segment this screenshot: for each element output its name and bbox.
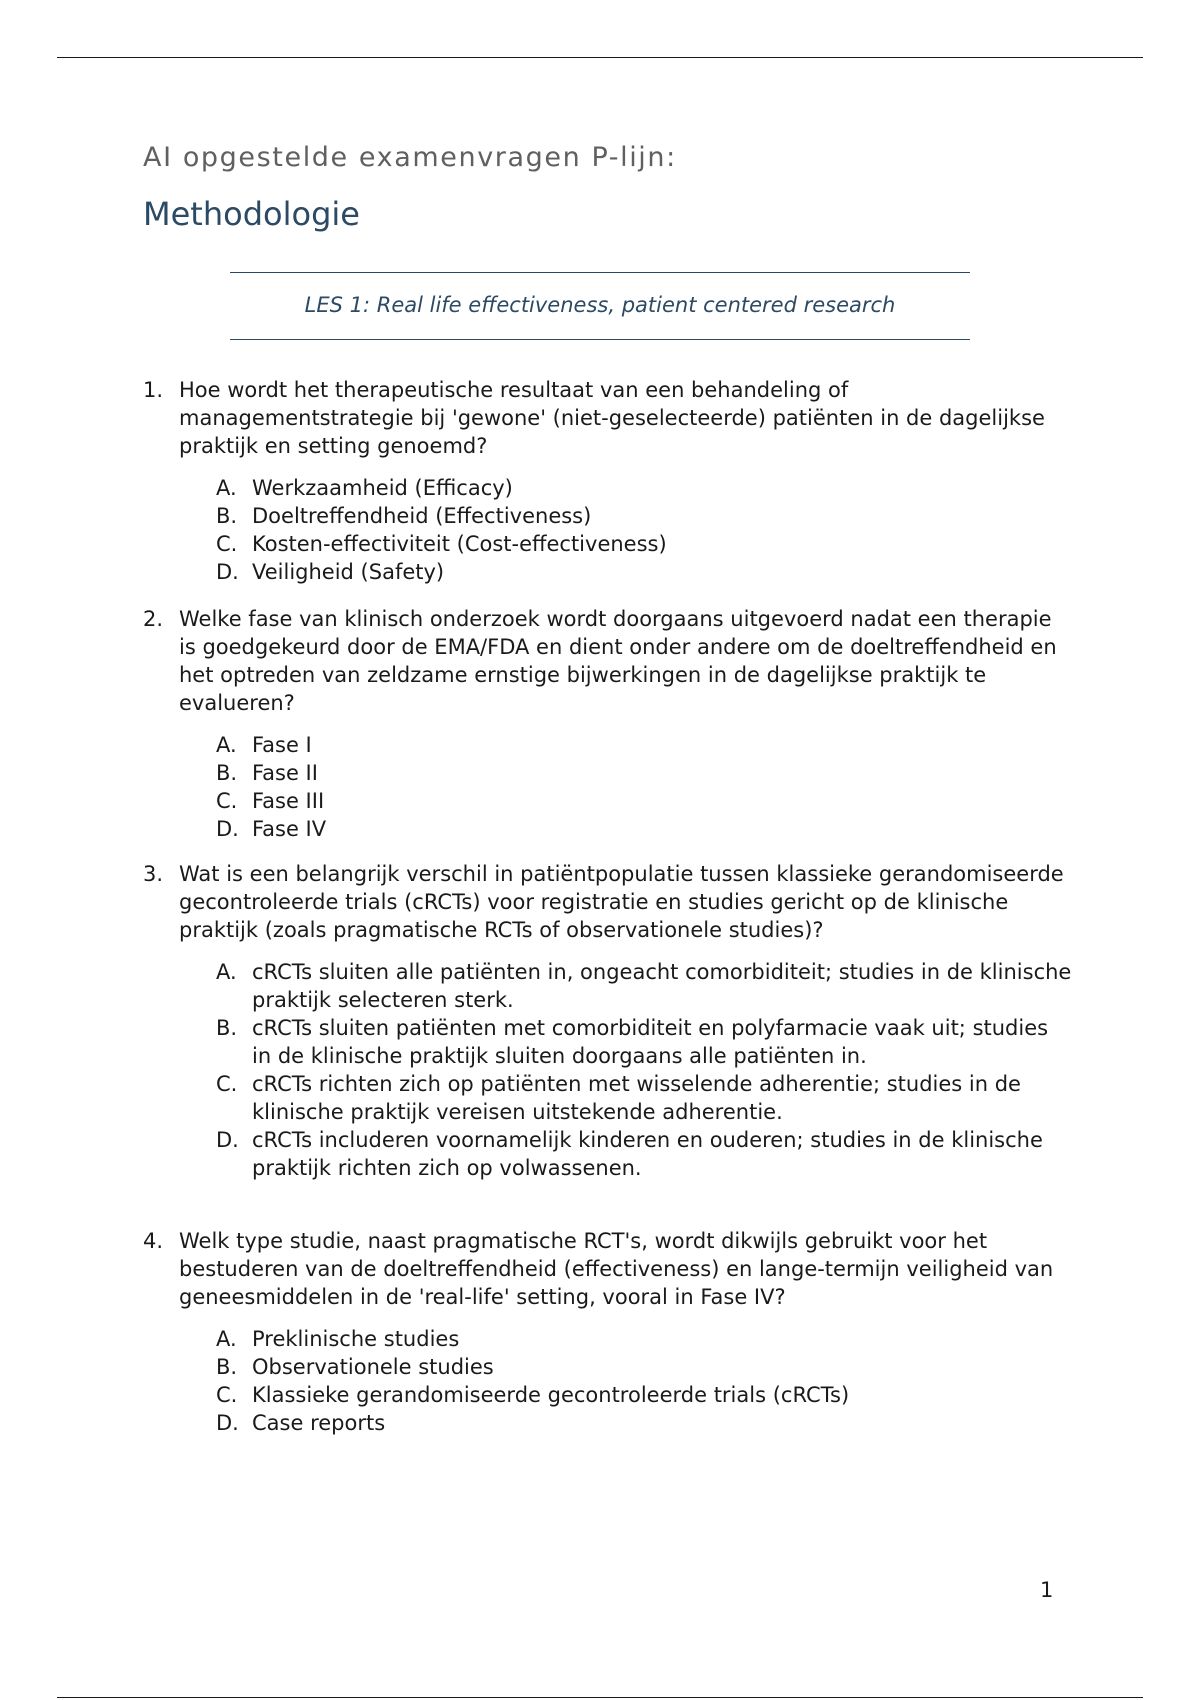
answer-options [216,1325,1073,1437]
option-text: Werkzaamheid (Efficacy) [252,476,513,500]
option-letter: B. [216,504,238,528]
option-letter: A. [216,1327,237,1351]
answer-options [216,474,1073,586]
question-4 [143,1227,1073,1437]
answer-option-b [216,1353,1073,1381]
page-number: 1 [1040,1578,1054,1602]
answer-option-b [216,502,1073,530]
option-letter: D. [216,817,239,841]
option-letter: B. [216,1016,238,1040]
top-rule [57,57,1143,58]
option-text: Fase III [252,789,325,813]
option-letter: A. [216,960,237,984]
option-text: Observationele studies [252,1355,494,1379]
bottom-rule [57,1697,1143,1698]
answer-option-a [216,731,1073,759]
question-number: 4. [143,1229,164,1253]
answer-option-d [216,815,1073,843]
question-text: Wat is een belangrijk verschil in patiëntpopulatie tussen klassieke gerandomiseerde gecontroleerde trials (cRCTs) voor registratie en studies gericht op de klinische praktijk (zoals pragmatische RCTs of observationele studies)? [179,862,1064,942]
option-letter: A. [216,733,237,757]
answer-options [216,731,1073,843]
answer-option-c [216,787,1073,815]
option-letter: D. [216,1411,239,1435]
answer-option-a [216,1325,1073,1353]
option-letter: B. [216,1355,238,1379]
option-letter: D. [216,1128,239,1152]
option-letter: C. [216,1072,238,1096]
option-text: cRCTs includeren voornamelijk kinderen en ouderen; studies in de klinische praktijk richten zich op volwassenen. [252,1128,1043,1180]
question-number: 3. [143,862,164,886]
option-text: cRCTs sluiten alle patiënten in, ongeacht comorbiditeit; studies in de klinische praktijk selecteren sterk. [252,960,1072,1012]
option-text: Preklinische studies [252,1327,460,1351]
answer-option-d [216,558,1073,586]
question-number: 1. [143,378,164,402]
answer-option-d [216,1126,1073,1182]
option-letter: D. [216,560,239,584]
option-text: Fase IV [252,817,327,841]
answer-option-b [216,1014,1073,1070]
option-text: Klassieke gerandomiseerde gecontroleerde trials (cRCTs) [252,1383,850,1407]
document-kicker: AI opgestelde examenvragen P-lijn: [143,142,677,173]
option-text: Case reports [252,1411,386,1435]
option-letter: B. [216,761,238,785]
option-text: cRCTs richten zich op patiënten met wisselende adherentie; studies in de klinische praktijk vereisen uitstekende adherentie. [252,1072,1021,1124]
answer-option-b [216,759,1073,787]
answer-option-a [216,958,1073,1014]
document-title: Methodologie [143,195,360,233]
question-2 [143,605,1073,843]
answer-option-c [216,530,1073,558]
option-text: Fase I [252,733,312,757]
answer-option-c [216,1070,1073,1126]
lesson-heading-box [230,272,970,340]
question-text: Welk type studie, naast pragmatische RCT's, wordt dikwijls gebruikt voor het bestuderen van de doeltreffendheid (effectiveness) en lange-termijn veiligheid van geneesmiddelen in de 'real-life' setting, vooral in Fase IV? [179,1229,1054,1309]
answer-options [216,958,1073,1182]
option-text: Fase II [252,761,318,785]
answer-option-c [216,1381,1073,1409]
option-letter: C. [216,789,238,813]
option-text: Kosten-effectiviteit (Cost-effectiveness) [252,532,667,556]
option-text: Veiligheid (Safety) [252,560,445,584]
question-3 [143,860,1073,1182]
answer-option-d [216,1409,1073,1437]
question-1 [143,376,1073,586]
option-letter: C. [216,1383,238,1407]
question-text: Welke fase van klinisch onderzoek wordt doorgaans uitgevoerd nadat een therapie is goedgekeurd door de EMA/FDA en dient onder andere om de doeltreffendheid en het optreden van zeldzame ernstige bijwerkingen in de dagelijkse praktijk te evalueren? [179,607,1057,715]
question-number: 2. [143,607,164,631]
question-text: Hoe wordt het therapeutische resultaat van een behandeling of managementstrategie bij 'gewone' (niet-geselecteerde) patiënten in de dagelijkse praktijk en setting genoemd? [179,378,1045,458]
option-letter: C. [216,532,238,556]
option-text: Doeltreffendheid (Effectiveness) [252,504,592,528]
option-letter: A. [216,476,237,500]
answer-option-a [216,474,1073,502]
lesson-title: LES 1: Real life effectiveness, patient centered research [304,293,896,317]
option-text: cRCTs sluiten patiënten met comorbiditeit en polyfarmacie vaak uit; studies in de klinische praktijk sluiten doorgaans alle patiënten in. [252,1016,1049,1068]
